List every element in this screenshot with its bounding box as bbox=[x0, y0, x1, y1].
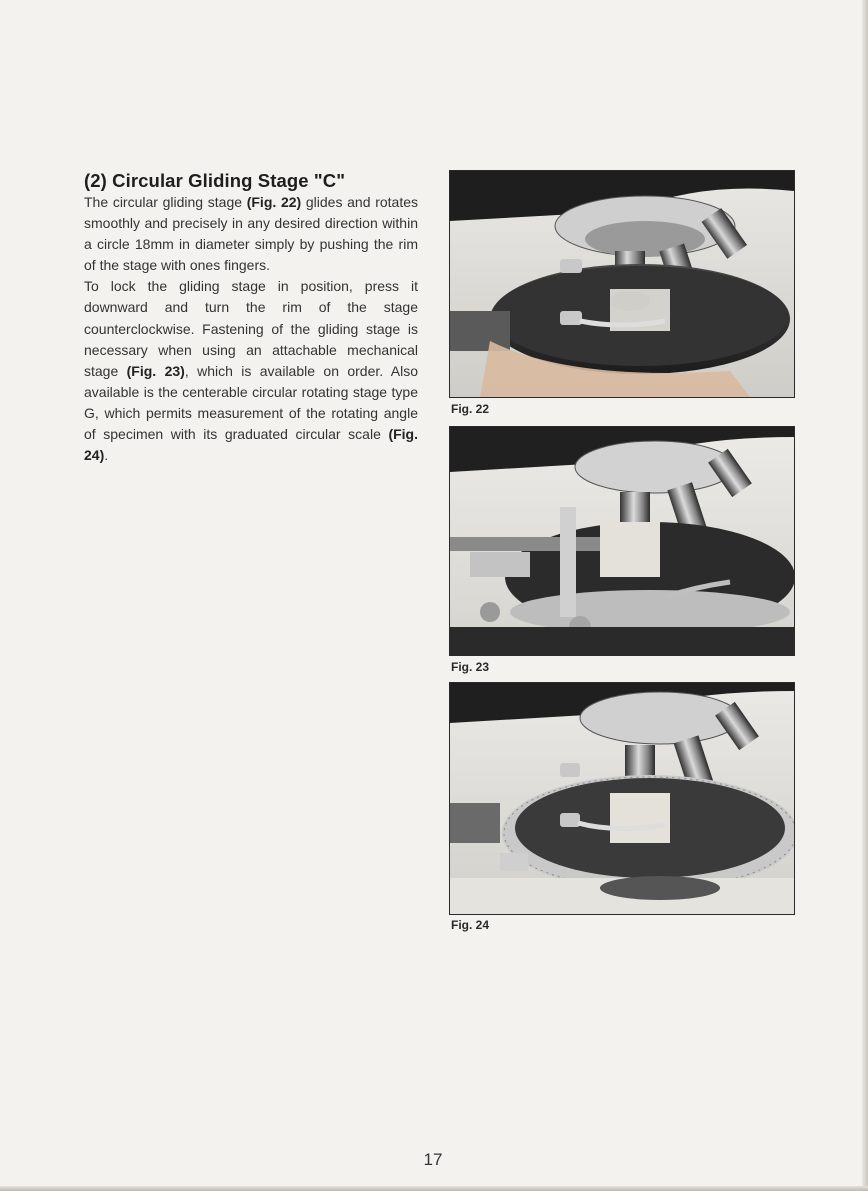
paragraph-2-text-b: , which is available on order. Also available is the centerable circular rotating stage type G, which permits measurement of the rotating angle of specimen with its graduated circular scale bbox=[84, 362, 419, 443]
page-edge bbox=[862, 0, 868, 1191]
paragraph-2-text-a: To lock the gliding stage in position, press it downward and turn the rim of the stage counterclockwise. Fastening of the gliding stage is necessary when using an attachable mechanical stage bbox=[84, 278, 418, 379]
page-number: 17 bbox=[423, 1150, 443, 1169]
paragraph-1 bbox=[84, 192, 418, 276]
paragraph-2-text-c: . bbox=[104, 447, 109, 464]
rotating-stage-photo bbox=[450, 683, 794, 914]
section-heading: (2) Circular Gliding Stage "C" bbox=[84, 170, 346, 191]
figure-reference-22: (Fig. 22) bbox=[246, 194, 302, 210]
figure-22-photo bbox=[449, 170, 795, 398]
figure-24-caption: Fig. 24 bbox=[451, 918, 490, 932]
figure-24-photo bbox=[449, 682, 795, 915]
figure-23-photo bbox=[449, 426, 795, 656]
paragraph-2 bbox=[84, 276, 418, 466]
microscope-stage-photo bbox=[450, 171, 794, 397]
page-bottom-edge bbox=[0, 1186, 868, 1191]
paragraph-1-text-a: The circular gliding stage bbox=[84, 194, 247, 210]
figure-reference-23: (Fig. 23) bbox=[126, 362, 185, 379]
paragraph-1-text-b: glides and rotates smoothly and precisely in any desired direction within a circle 18mm in diameter simply by pushing the rim of the stage with ones fingers. bbox=[84, 194, 418, 274]
figure-23-caption: Fig. 23 bbox=[451, 660, 490, 674]
figure-22-caption: Fig. 22 bbox=[451, 402, 490, 416]
mechanical-stage-photo bbox=[450, 427, 794, 655]
figure-reference-24: (Fig. 24) bbox=[84, 426, 418, 464]
body-text bbox=[84, 192, 418, 466]
